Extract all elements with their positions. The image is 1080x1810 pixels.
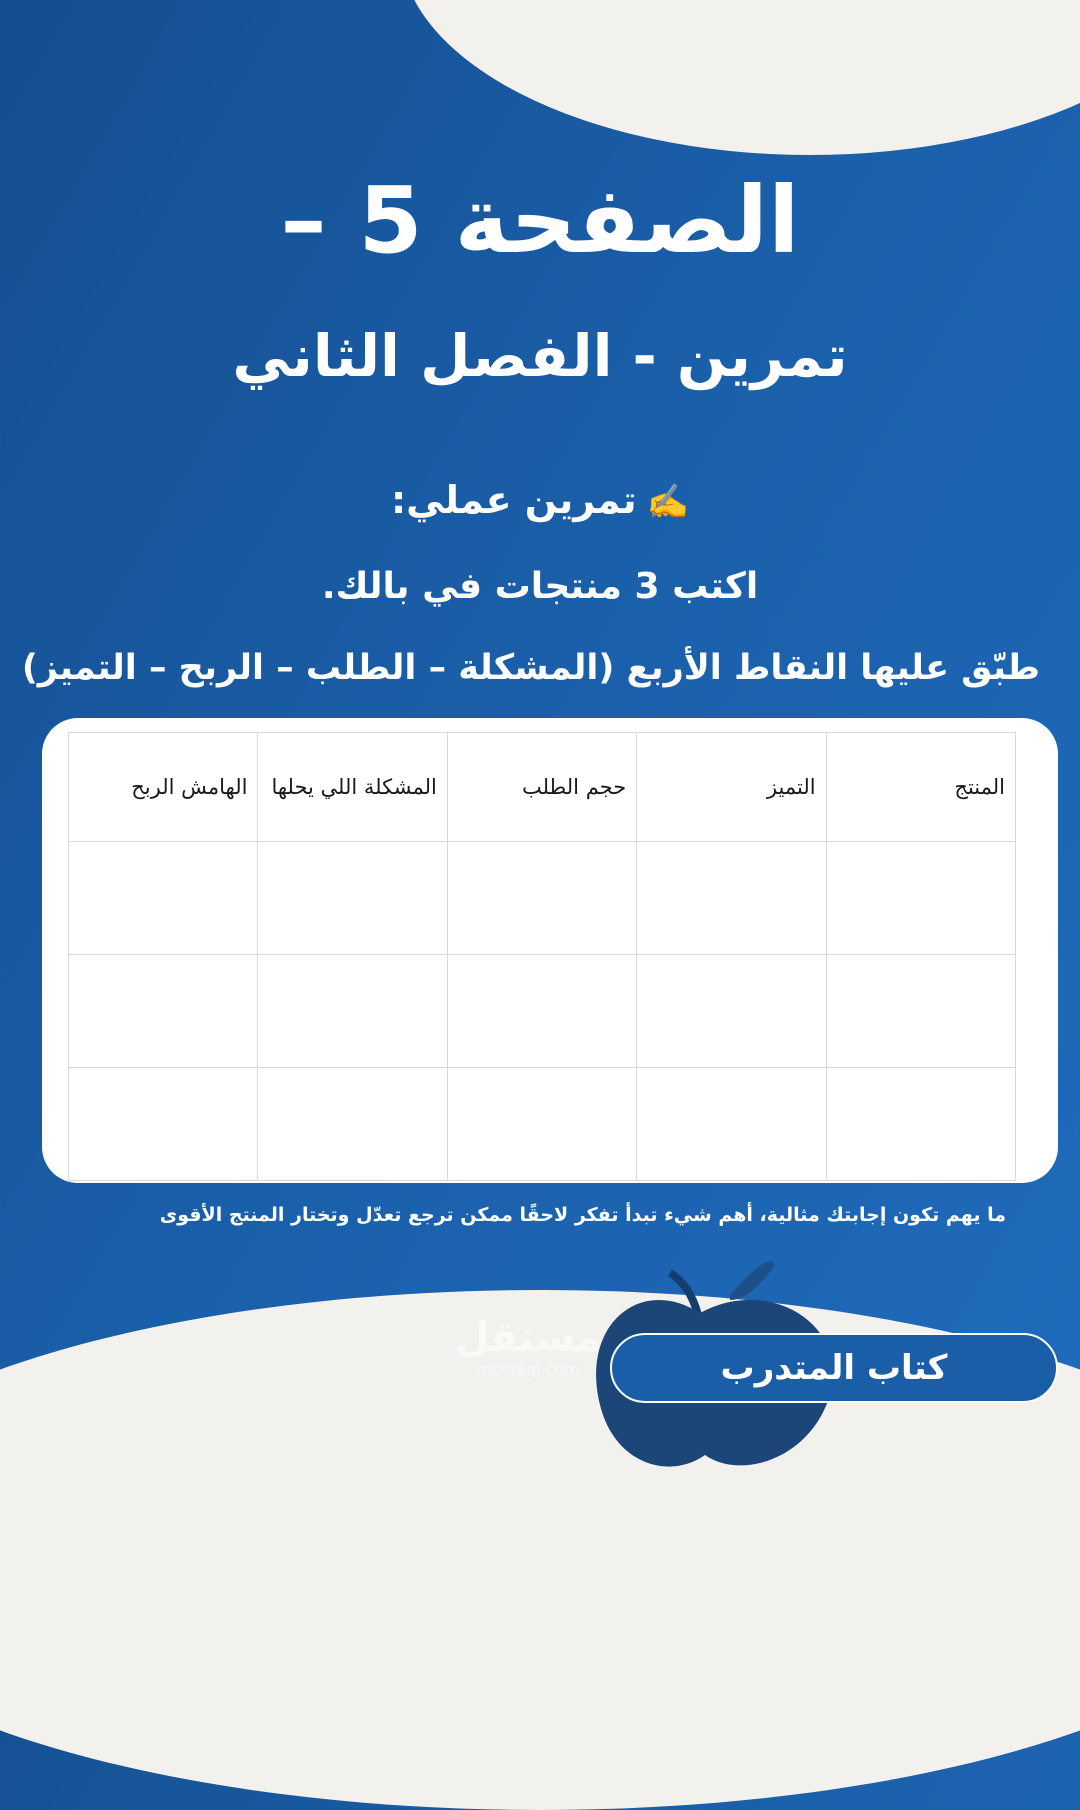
table-row (69, 955, 1016, 1068)
table-cell[interactable] (69, 955, 258, 1068)
table-row (69, 842, 1016, 955)
table-cell[interactable] (637, 955, 826, 1068)
column-header-margin: الهامش الربح (69, 733, 258, 842)
table-cell[interactable] (447, 955, 636, 1068)
trainee-book-button[interactable] (610, 1333, 1058, 1403)
watermark-latin: mostaql.com (476, 1360, 580, 1379)
table-cell[interactable] (447, 1068, 636, 1181)
table-cell[interactable] (826, 1068, 1015, 1181)
watermark-logo (448, 1315, 608, 1379)
watermark-arabic: مستقل (454, 1315, 602, 1361)
table-cell[interactable] (826, 842, 1015, 955)
trainee-book-label: كتاب المتدرب (720, 1348, 948, 1388)
table-header-row (69, 733, 1016, 842)
page-subtitle: تمرين - الفصل الثاني (232, 322, 848, 390)
table-cell[interactable] (69, 1068, 258, 1181)
table-cell[interactable] (258, 842, 447, 955)
exercise-instruction-1: اكتب 3 منتجات في بالك. (321, 566, 759, 607)
exercise-heading (0, 478, 1080, 522)
column-header-distinction: التميز (637, 733, 826, 842)
page-title: الصفحة 5 – (280, 167, 800, 274)
column-header-demand: حجم الطلب (447, 733, 636, 842)
column-header-product: المنتج (826, 733, 1015, 842)
footer-note: ما يهم تكون إجابتك مثالية، أهم شيء تبدأ تفكر لاحقًا ممكن ترجع تعدّل وتختار المنتج الأقوى (159, 1204, 1006, 1226)
table-cell[interactable] (637, 842, 826, 955)
table-cell[interactable] (637, 1068, 826, 1181)
table-row (69, 1068, 1016, 1181)
table-cell[interactable] (258, 955, 447, 1068)
writing-hand-icon: ✍️ (646, 482, 689, 522)
exercise-heading-text: تمرين عملي: (390, 478, 637, 522)
table-cell[interactable] (447, 842, 636, 955)
decorative-blob-top (400, 0, 1080, 155)
column-header-problem: المشكلة اللي يحلها (258, 733, 447, 842)
exercise-card (42, 718, 1058, 1183)
table-cell[interactable] (69, 842, 258, 955)
table-cell[interactable] (258, 1068, 447, 1181)
table-cell[interactable] (826, 955, 1015, 1068)
exercise-table (68, 732, 1016, 1181)
exercise-instruction-2: طبّق عليها النقاط الأربع (المشكلة – الطلب – الربح – التميز) (21, 648, 1040, 688)
